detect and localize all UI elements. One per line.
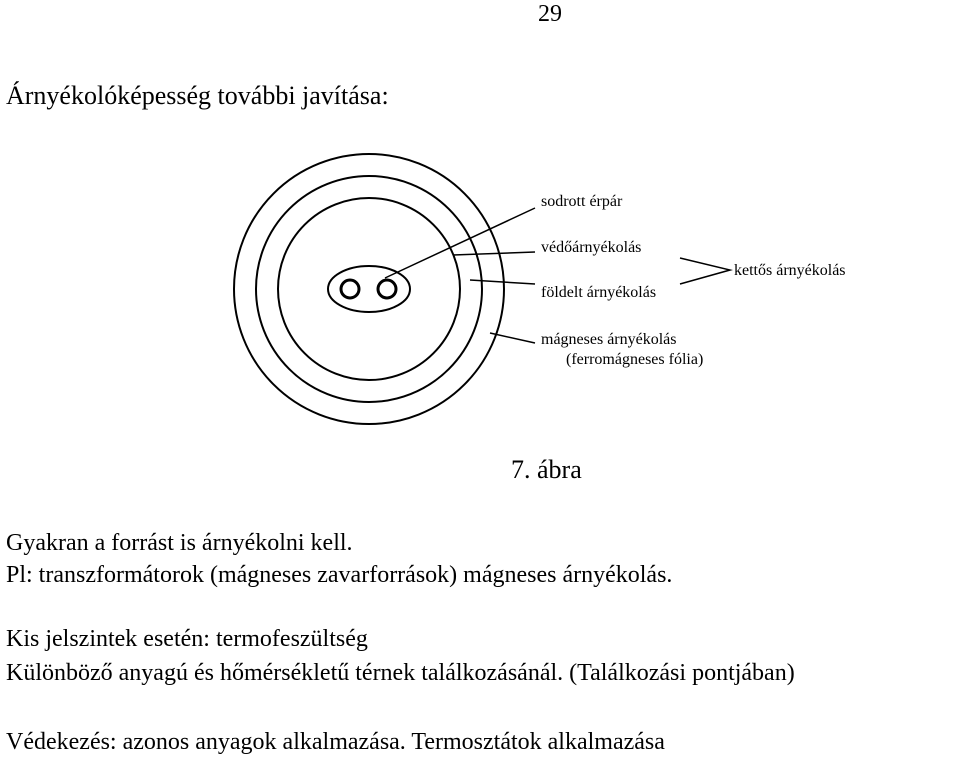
protective-shield-ring xyxy=(278,198,460,380)
leader-twisted-pair xyxy=(385,208,535,278)
leader-protective-shield xyxy=(453,252,535,255)
leader-grounded-shield xyxy=(470,280,535,284)
leader-magnetic-shield xyxy=(490,333,535,343)
grounded-shield-ring xyxy=(256,176,482,402)
label-protective-shield: védőárnyékolás xyxy=(541,239,642,256)
section-heading: Árnyékolóképesség további javítása: xyxy=(6,81,389,110)
label-double-shield: kettős árnyékolás xyxy=(734,262,846,279)
figure-caption: 7. ábra xyxy=(511,455,582,484)
label-twisted-pair: sodrott érpár xyxy=(541,193,623,210)
label-grounded-shield: földelt árnyékolás xyxy=(541,284,657,301)
double-shield-bracket xyxy=(680,258,730,284)
body-line-4: Különböző anyagú és hőmérsékletű térnek találkozásánál. (Találkozási pontjában) xyxy=(6,660,795,686)
body-line-5: Védekezés: azonos anyagok alkalmazása. Termosztátok alkalmazása xyxy=(6,729,665,755)
body-line-2: Pl: transzformátorok (mágneses zavarforrások) mágneses árnyékolás. xyxy=(6,562,673,588)
body-line-1: Gyakran a forrást is árnyékolni kell. xyxy=(6,530,353,556)
conductor-right xyxy=(378,280,396,298)
body-line-3: Kis jelszintek esetén: termofeszültség xyxy=(6,626,368,652)
magnetic-shield-ring xyxy=(234,154,504,424)
label-magnetic-shield: mágneses árnyékolás xyxy=(541,331,677,348)
page-number: 29 xyxy=(538,1,562,27)
conductor-left xyxy=(341,280,359,298)
label-ferromagnetic-foil: (ferromágneses fólia) xyxy=(566,351,704,368)
